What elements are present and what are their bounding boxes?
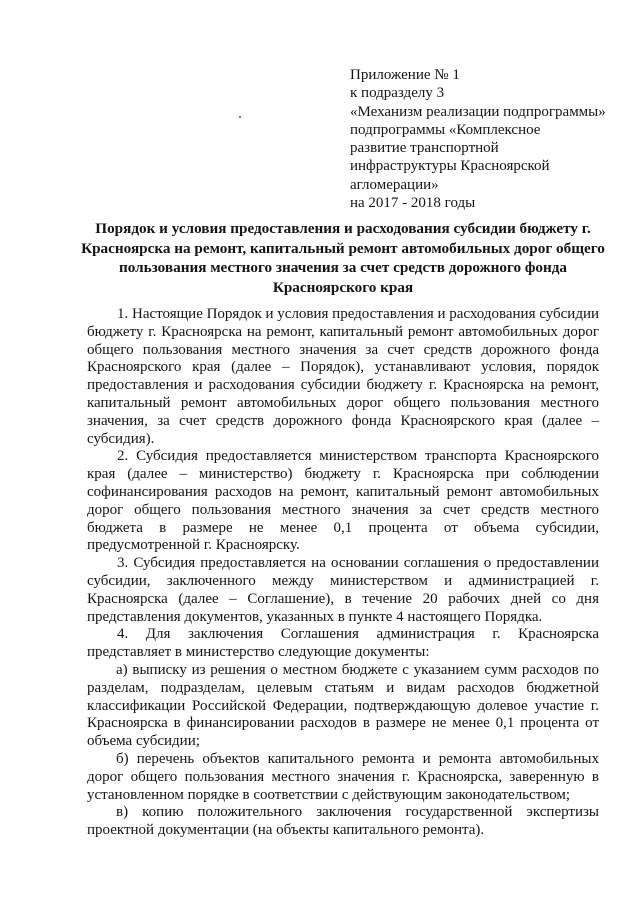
appendix-line: «Механизм реализации подпрограммы» <box>350 103 606 120</box>
appendix-line: инфраструктуры Красноярской <box>350 158 550 175</box>
appendix-line: на 2017 - 2018 годы <box>350 195 476 212</box>
list-item-a: а) выписку из решения о местном бюджете с указанием сумм расходов по разделам, подразделам, целевым статьям и видам расходов бюджетной классификации Российской Федерации, подтверждающую долевое участие г. Красноярска в финансировании расходов в размере не менее 0,1 процента от объема субсидии; <box>87 661 599 750</box>
appendix-line: Приложение № 1 <box>350 67 460 83</box>
list-item-b: б) перечень объектов капитального ремонта и ремонта автомобильных дорог общего пользования местного значения г. Красноярска, заверенную в установленном порядке в соответствии с действующим законодательством; <box>87 750 599 803</box>
paragraph-1: 1. Настоящие Порядок и условия предоставления и расходования субсидии бюджету г. Красноярска на ремонт, капитальный ремонт автомобильных дорог общего пользования местного значения за счет средств дорожного фонда Красноярского края (далее – Порядок), устанавливают условия, порядок предоставления и расходования субсидии бюджету г. Красноярска на ремонт, капитальный ремонт автомобильных дорог общего пользования местного значения, за счет средств дорожного фонда Красноярского края (далее – субсидия). <box>87 306 599 447</box>
appendix-line: к подразделу 3 <box>350 85 445 102</box>
paragraph-4: 4. Для заключения Соглашения администрация г. Красноярска представляет в министерство следующие документы: <box>87 626 599 661</box>
scan-speck <box>239 116 241 118</box>
document-body <box>87 306 599 840</box>
appendix-line: подпрограммы «Комплексное <box>350 121 541 138</box>
paragraph-3: 3. Субсидия предоставляется на основании соглашения о предоставлении субсидии, заключенного между министерством и администрацией г. Красноярска (далее – Соглашение), в течение 20 рабочих дней со дня представления документов, указанных в пункте 4 настоящего Порядка. <box>87 555 599 625</box>
appendix-line: развитие транспортной <box>350 140 499 157</box>
paragraph-2: 2. Субсидия предоставляется министерством транспорта Красноярского края (далее – министерство) бюджету г. Красноярска при соблюдении софинансирования расходов на ремонт, капитальный ремонт автомобильных дорог общего пользования местного значения за счет средств местного бюджета в размере не менее 0,1 процента от объема субсидии, предусмотренной г. Красноярску. <box>87 448 599 554</box>
appendix-line: агломерации» <box>350 176 439 193</box>
appendix-header <box>350 66 620 212</box>
list-item-v: в) копию положительного заключения государственной экспертизы проектной документации (на объекты капитального ремонта). <box>87 804 599 839</box>
document-title: Порядок и условия предоставления и расходования субсидии бюджету г. Красноярска на ремонт, капитальный ремонт автомобильных дорог общего пользования местного значения за счет средств дорожного фонда Красноярского края <box>81 220 605 297</box>
